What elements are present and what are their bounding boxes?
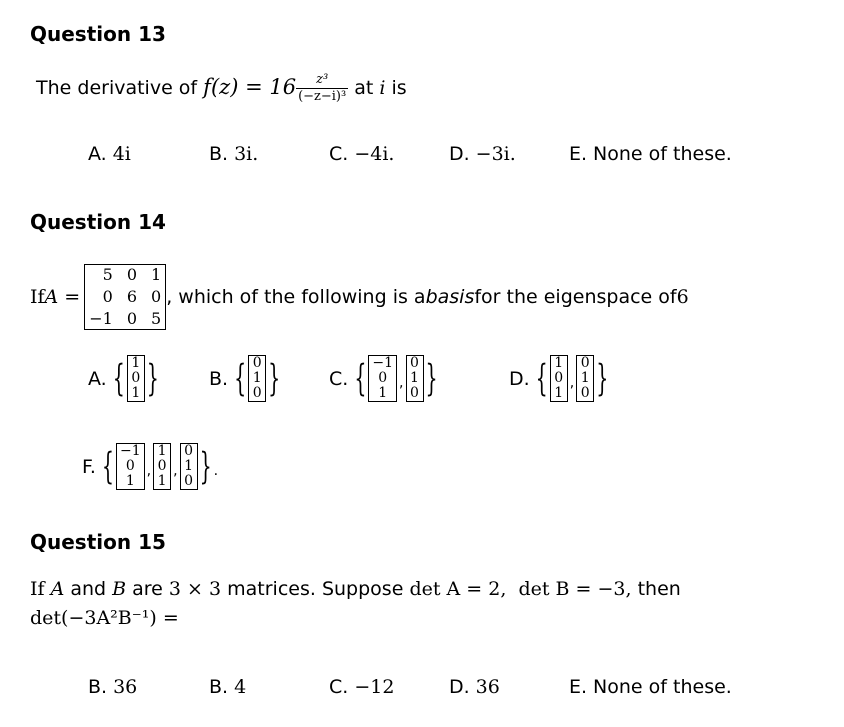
right-brace-icon: }: [268, 357, 281, 400]
vector: [406, 355, 424, 402]
q13-option-d-label: D.: [449, 143, 470, 165]
q13-denominator: (−z−i)³: [298, 89, 347, 104]
question-15-stem-line1: [30, 578, 681, 600]
vector-entry: 0: [580, 355, 590, 371]
q14-eigenvalue: 6: [676, 286, 689, 308]
vector-entry: 1: [554, 355, 564, 371]
q13-option-e-label: E.: [569, 143, 588, 165]
right-brace-icon: }: [425, 357, 438, 400]
q14-option-c[interactable]: [329, 355, 438, 402]
q14-option-a[interactable]: [88, 355, 159, 402]
question-14-title: Question 14: [30, 210, 166, 234]
vector-entry: 0: [252, 355, 262, 371]
q14-basis: basis: [425, 286, 475, 308]
vector-entry: 1: [131, 355, 141, 371]
q14-tail: for the eigenspace of: [474, 286, 677, 308]
q15-dims: 3 × 3: [168, 578, 222, 600]
q15-option-1-label: B.: [88, 676, 108, 698]
vector: [576, 355, 594, 402]
q15-a: A: [50, 578, 65, 600]
q15-option-3[interactable]: [329, 676, 394, 698]
q14-option-a-label: A.: [88, 367, 107, 390]
q13-numerator: z³: [316, 72, 329, 87]
question-13-title: Question 13: [30, 22, 166, 46]
vector-entry: 1: [157, 473, 167, 489]
q13-option-a-label: A.: [88, 143, 107, 165]
q15-option-2-label: B.: [209, 676, 229, 698]
right-brace-icon: }: [596, 357, 609, 400]
q15-option-3-value: −12: [354, 676, 395, 698]
vector-entry: 0: [157, 458, 167, 474]
vector: [180, 443, 198, 490]
q13-prefix: The derivative of: [36, 77, 204, 99]
q15-det-a: det A = 2,: [409, 578, 507, 600]
q13-option-b-value: 3i.: [234, 143, 259, 165]
q15-option-4-value: 36: [475, 676, 500, 698]
q14-option-b-set: [234, 355, 280, 402]
matrix-cell: 0: [126, 265, 138, 284]
matrix-cell: 0: [102, 287, 113, 306]
q15-if: If: [30, 578, 51, 600]
q13-function: f(z) = 16: [203, 75, 297, 99]
q13-fraction: [296, 72, 348, 105]
q13-option-e-value: None of these.: [593, 143, 732, 165]
vector: [153, 443, 171, 490]
q14-option-d-label: D.: [509, 367, 530, 390]
q15-are: are: [126, 578, 169, 600]
vector-entry: −1: [120, 443, 141, 459]
vector-entry: 1: [410, 370, 419, 386]
vector-entry: 0: [410, 385, 419, 401]
q13-option-a[interactable]: [88, 143, 131, 165]
vector-entry: 1: [184, 458, 194, 474]
q15-option-5[interactable]: [569, 676, 732, 698]
q13-option-e[interactable]: [569, 143, 732, 165]
vector-entry: 1: [554, 385, 564, 401]
matrix-cell: 1: [151, 265, 162, 284]
q14-option-c-label: C.: [329, 367, 349, 390]
q14-if: If: [30, 286, 45, 308]
matrix-cell: 5: [102, 265, 113, 284]
q14-option-d[interactable]: [509, 355, 608, 402]
vector: [116, 443, 145, 490]
q15-option-1[interactable]: [88, 676, 137, 698]
left-brace-icon: {: [234, 357, 247, 400]
q14-a-eq: A =: [44, 286, 81, 308]
matrix-cell: 5: [151, 309, 162, 328]
vector-entry: 1: [131, 385, 141, 401]
vector-entry: 0: [378, 370, 388, 386]
vector: [127, 355, 145, 402]
q15-option-2[interactable]: [209, 676, 246, 698]
q13-i: i: [379, 77, 386, 99]
q15-option-4-label: D.: [449, 676, 470, 698]
q15-b: B: [112, 578, 127, 600]
separator: ,: [399, 374, 404, 391]
vector-entry: 1: [378, 385, 388, 401]
vector-entry: 0: [554, 370, 564, 386]
vector-entry: 1: [157, 443, 167, 459]
question-14-stem: [30, 264, 689, 330]
vector: [550, 355, 568, 402]
q15-option-2-value: 4: [234, 676, 247, 698]
q15-option-3-label: C.: [329, 676, 349, 698]
left-brace-icon: {: [112, 357, 125, 400]
vector-entry: 0: [410, 355, 419, 371]
vector-entry: 0: [184, 473, 194, 489]
question-15-title: Question 15: [30, 530, 166, 554]
q15-option-4[interactable]: [449, 676, 500, 698]
vector-entry: 1: [252, 370, 262, 386]
left-brace-icon: {: [535, 357, 548, 400]
q14-option-b[interactable]: [209, 355, 280, 402]
question-13-stem: [36, 72, 407, 105]
right-brace-icon: }: [199, 445, 212, 488]
vector-entry: 0: [131, 370, 141, 386]
q13-option-c[interactable]: [329, 143, 394, 165]
q15-matrices: matrices. Suppose: [221, 578, 410, 600]
q14-option-f[interactable]: [82, 443, 218, 490]
left-brace-icon: {: [354, 357, 367, 400]
q14-option-f-label: F.: [82, 455, 96, 478]
q13-option-d[interactable]: [449, 143, 516, 165]
matrix-cell: 0: [151, 287, 162, 306]
vector-entry: 0: [125, 458, 135, 474]
vector-entry: 1: [125, 473, 135, 489]
q14-option-d-set: [536, 355, 609, 402]
matrix-cell: 0: [126, 309, 138, 328]
vector-entry: 0: [252, 385, 262, 401]
q14-option-b-label: B.: [209, 367, 229, 390]
q13-option-a-value: 4i: [112, 143, 131, 165]
vector-entry: 0: [184, 443, 194, 459]
q13-option-d-value: −3i.: [475, 143, 516, 165]
question-15-stem-line2: det(−3A²B⁻¹) =: [30, 607, 179, 629]
separator: ,: [569, 374, 575, 391]
q13-option-c-value: −4i.: [354, 143, 395, 165]
q15-option-5-label: E.: [569, 676, 588, 698]
right-brace-icon: }: [146, 357, 159, 400]
vector: [248, 355, 266, 402]
matrix-cell: 6: [126, 287, 138, 306]
vector-entry: 0: [580, 385, 590, 401]
separator: ,: [146, 462, 152, 479]
q13-option-b[interactable]: [209, 143, 258, 165]
q13-option-b-label: B.: [209, 143, 229, 165]
q15-option-1-value: 36: [113, 676, 138, 698]
period: .: [213, 462, 219, 479]
q14-option-f-set: [102, 443, 218, 490]
q15-and: and: [64, 578, 113, 600]
q15-option-5-value: None of these.: [593, 676, 732, 698]
q13-at: at: [348, 77, 380, 99]
q15-det-b: det B = −3,: [518, 578, 632, 600]
vector-entry: 1: [580, 370, 590, 386]
vector-entry: −1: [372, 355, 394, 371]
q15-then: then: [631, 578, 681, 600]
q13-is: is: [385, 77, 407, 99]
q14-option-c-set: [354, 355, 437, 402]
vector: [368, 355, 397, 402]
separator: ,: [173, 462, 178, 479]
matrix-cell: −1: [89, 309, 113, 328]
left-brace-icon: {: [101, 445, 115, 488]
q14-option-a-set: [113, 355, 159, 402]
q13-option-c-label: C.: [329, 143, 349, 165]
q14-matrix-a: [84, 264, 166, 330]
q14-mid: , which of the following is a: [166, 286, 426, 308]
